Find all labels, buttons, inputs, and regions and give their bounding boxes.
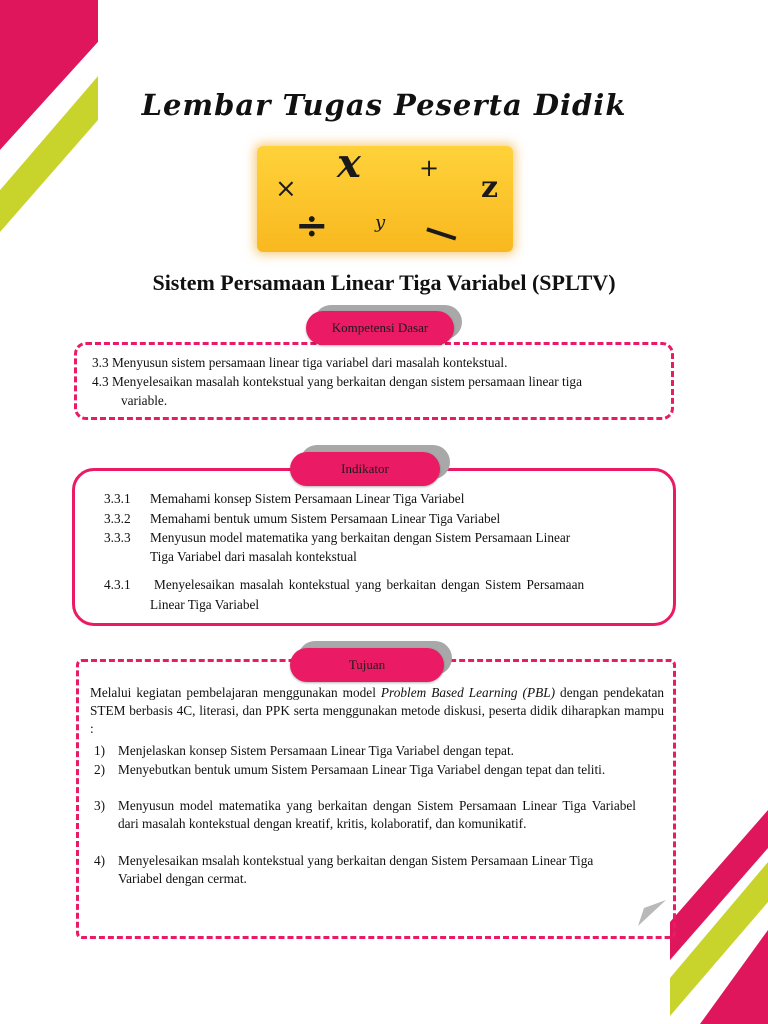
indikator-text-4: Menyelesaikan masalah kontekstual yang berkaitan dengan Sistem Persamaan [154, 577, 585, 592]
times-symbol: × [275, 174, 297, 204]
indikator-num-3: 3.3.3 [104, 530, 131, 545]
divide-symbol: ÷ [295, 202, 329, 249]
indikator-text-2: Memahami bentuk umum Sistem Persamaan Linear Tiga Variabel [150, 511, 501, 526]
minus-symbol: — [419, 207, 465, 257]
indikator-num-4: 4.3.1 [104, 577, 131, 592]
bottom-right-decoration [660, 810, 768, 1024]
tujuan-num-3: 3) [94, 798, 106, 813]
tujuan-num-4: 4) [94, 853, 106, 868]
indikator-text-1: Memahami konsep Sistem Persamaan Linear Tiga Variabel [150, 491, 465, 506]
y-symbol: y [375, 212, 386, 233]
page-title: Lembar Tugas Peserta Didik [141, 88, 627, 122]
tujuan-text-3: Menyusun model matematika yang berkaitan dengan Sistem Persamaan Linear Tiga Variabel dari masalah kontekstual dengan kreatif, kritis, kolaboratif, dan komunikatif. [118, 798, 636, 831]
indikator-num-2: 3.3.2 [104, 511, 131, 526]
tujuan-intro [90, 684, 664, 738]
tujuan-label [290, 648, 444, 682]
x-symbol: x [337, 140, 361, 187]
tujuan-num-1: 1) [94, 743, 106, 758]
page-curl-decoration [638, 900, 666, 926]
kompetensi-item-2-cont: variable. [121, 393, 168, 408]
indikator-num-1: 3.3.1 [104, 491, 131, 506]
tujuan-text-1: Menjelaskan konsep Sistem Persamaan Linear Tiga Variabel dengan tepat. [118, 743, 514, 758]
indikator-text-4-cont: Linear Tiga Variabel [150, 597, 260, 612]
z-symbol: z [481, 170, 499, 205]
kompetensi-item-1: 3.3 Menyusun sistem persamaan linear tiga variabel dari masalah kontekstual. [92, 355, 508, 370]
tujuan-intro-model: Problem Based Learning (PBL) [380, 685, 556, 700]
kompetensi-label: Kompetensi Dasar [306, 311, 454, 345]
tujuan-num-2: 2) [94, 762, 106, 777]
plus-symbol: + [419, 154, 440, 182]
indikator-text-3: Menyusun model matematika yang berkaitan dengan Sistem Persamaan Linear [150, 530, 571, 545]
kompetensi-item-2: 4.3 Menyelesaikan masalah kontekstual yang berkaitan dengan sistem persamaan linear tiga [92, 374, 582, 389]
tujuan-intro-after: dengan pendekatan STEM berbasis 4C, literasi, dan PPK serta menggunakan metode diskusi, peserta didik diharapkan mampu : [90, 685, 665, 736]
tujuan-text-2: Menyebutkan bentuk umum Sistem Persamaan Linear Tiga Variabel dengan tepat dan teliti. [118, 762, 606, 777]
math-symbols-image [257, 140, 513, 257]
tujuan-label-text: Tujuan [348, 657, 386, 672]
tujuan-text-4: Menyelesaikan msalah kontekstual yang berkaitan dengan Sistem Persamaan Linear Tiga Variabel dengan cermat. [118, 853, 594, 886]
section-subtitle: Sistem Persamaan Linear Tiga Variabel (SPLTV) [152, 270, 616, 295]
indikator-label: Indikator [290, 452, 440, 486]
tujuan-intro-before: Melalui kegiatan pembelajaran menggunakan model [90, 685, 381, 700]
indikator-text-3-cont: Tiga Variabel dari masalah kontekstual [150, 549, 357, 564]
